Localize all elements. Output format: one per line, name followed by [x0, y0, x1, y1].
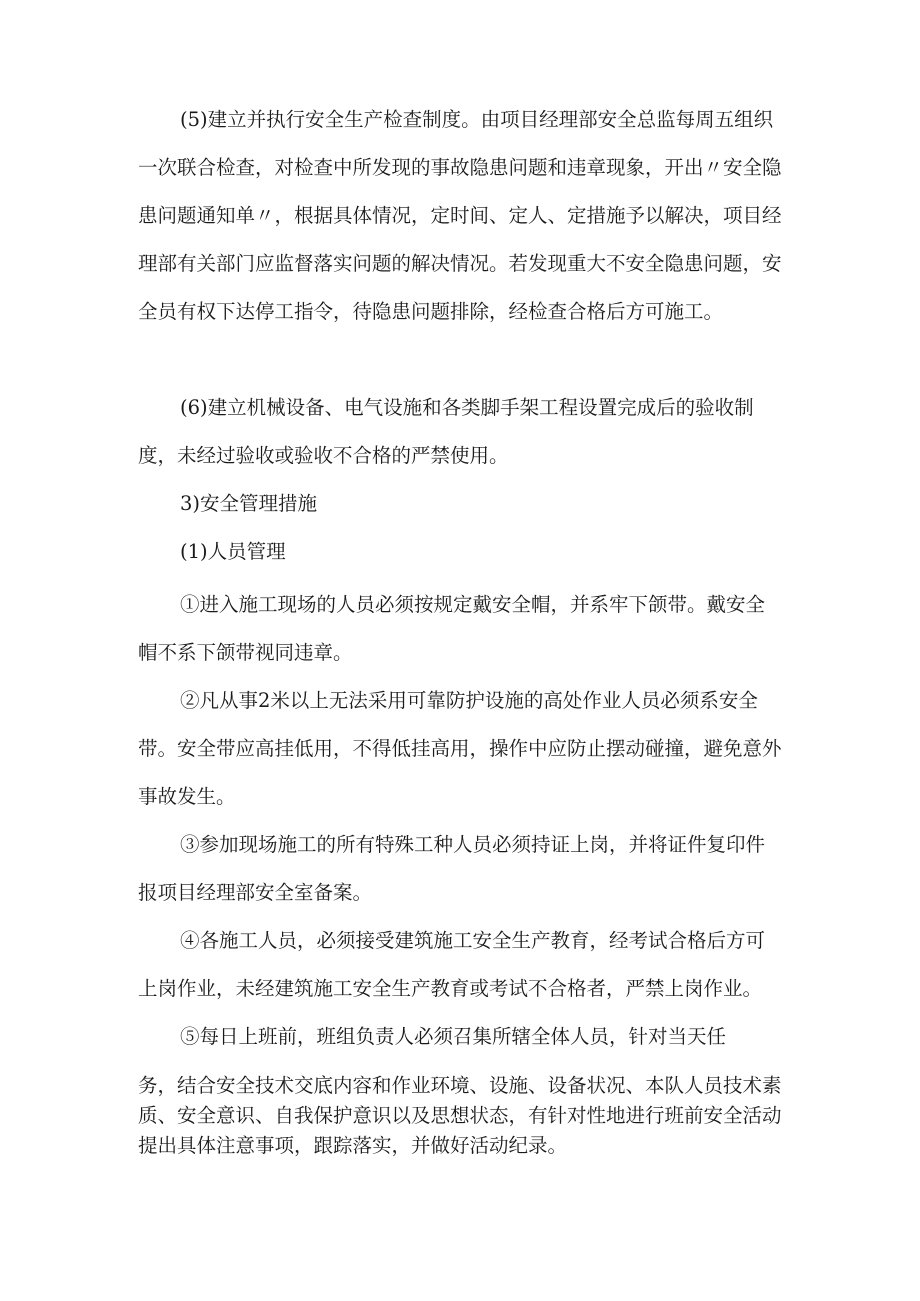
paragraph-item-3-certification: ③参加现场施工的所有特殊工种人员必须持证上岗，并将证件复印件报项目经理部安全室备案。: [138, 833, 766, 904]
paragraph-item-1-helmet: ①进入施工现场的人员必须按规定戴安全帽，并系牢下颌带。戴安全帽不系下颌带视同违章。: [138, 593, 766, 664]
paragraph-acceptance-system: (6)建立机械设备、电气设施和各类脚手架工程设置完成后的验收制度，未经过验收或验收不合格的严禁使用。: [138, 396, 754, 467]
paragraph-item-5-briefing: [138, 1013, 784, 1161]
paragraph-inspection-system: (5)建立并执行安全生产检查制度。由项目经理部安全总监每周五组织一次联合检查，对检查中所发现的事故隐患问题和违章现象，开出〃安全隐患问题通知单〃，根据具体情况，定时间、定人、定措施予以解决，项目经理部有关部门应监督落实问题的解决情况。若发现重大不安全隐患问题，安全员有权下达停工指令，待隐患问题排除，经检查合格后方可施工。: [138, 108, 782, 323]
paragraph-item-4-education: ④各施工人员，必须接受建筑施工安全生产教育，经考试合格后方可上岗作业，未经建筑施工安全生产教育或考试不合格者，严禁上岗作业。: [138, 929, 766, 1000]
paragraph-item-2-safety-belt: ②凡从事2米以上无法采用可靠防护设施的高处作业人员必须系安全带。安全带应高挂低用，不得低挂高用，操作中应防止摆动碰撞，避免意外事故发生。: [138, 689, 782, 808]
heading-personnel-management: (1)人员管理: [180, 540, 286, 563]
paragraph-item-5-first-line: ⑤每日上班前，班组负责人必须召集所辖全体人员，针对当天任: [180, 1025, 727, 1048]
paragraph-item-5-continuation: 务，结合安全技术交底内容和作业环境、设施、设备状况、本队人员技术素质、安全意识、自我保护意识以及思想状态，有针对性地进行班前安全活动提出具体注意事项，跟踪落实，并做好活动纪录。: [138, 1074, 782, 1157]
heading-safety-measures: 3)安全管理措施: [180, 492, 318, 515]
